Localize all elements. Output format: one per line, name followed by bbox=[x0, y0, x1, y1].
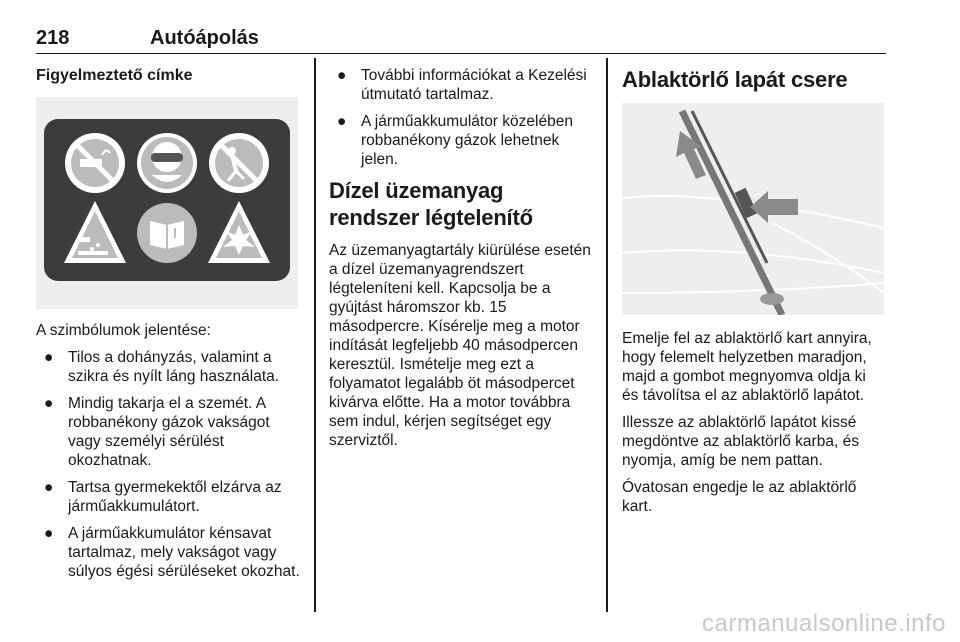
diesel-bleeding-body: Az üzemanyagtartály kiürülése esetén a dízel üzemanyagrendszert légteleníteni kell. Kapcsolja be a gyújtást háromszor kb. 15 másodpercre. Kísérelje meg a motor indítását legfeljebb 40 másodpercen keresztül. Ismételje meg ezt a folyamatot legalább öt másodpercet kivárva előtte. Ha a motor továbbra sem indul, kérjen segítséget egy szerviztől. bbox=[329, 242, 591, 449]
wiper-blade-figure bbox=[622, 103, 884, 315]
page-number: 218 bbox=[36, 27, 70, 49]
column-1 bbox=[36, 62, 301, 589]
page-header bbox=[36, 24, 886, 54]
section-title: Autóápolás bbox=[150, 27, 259, 49]
bullet-icon: ● bbox=[337, 67, 347, 84]
battery-info-list bbox=[329, 66, 595, 169]
warning-label-heading: Figyelmeztető címke bbox=[36, 67, 193, 84]
no-smoking-icon bbox=[65, 133, 125, 193]
bullet-icon: ● bbox=[44, 395, 54, 412]
symbols-intro: A szimbólumok jelentése: bbox=[36, 322, 211, 339]
list-item-text: További információkat a Kezelési útmutató tartalmaz. bbox=[361, 67, 587, 103]
list-item-text: A járműakkumulátor kénsavat tartalmaz, mely vakságot vagy súlyos égési sérüléseket okozhat. bbox=[68, 525, 300, 580]
bullet-icon: ● bbox=[337, 113, 347, 130]
column-divider-2 bbox=[606, 58, 608, 612]
list-item bbox=[329, 112, 595, 169]
list-item bbox=[36, 348, 301, 386]
keep-children-away-icon bbox=[209, 133, 269, 193]
symbol-meanings-list bbox=[36, 348, 301, 581]
wiper-step-2: Illessze az ablaktörlő lapátot kissé megdöntve az ablaktörlő karba, és nyomja, amíg be nem pattan. bbox=[622, 414, 859, 469]
diesel-bleeding-heading: Dízel üzemanyag rendszer légtelenítő bbox=[329, 178, 533, 230]
list-item bbox=[329, 66, 595, 104]
list-item-text: Tilos a dohányzás, valamint a szikra és nyílt láng használata. bbox=[68, 349, 280, 385]
column-2 bbox=[329, 62, 595, 458]
read-manual-icon bbox=[137, 203, 197, 263]
list-item bbox=[36, 478, 301, 516]
bullet-icon: ● bbox=[44, 349, 54, 366]
list-item bbox=[36, 524, 301, 581]
bullet-icon: ● bbox=[44, 525, 54, 542]
column-divider-1 bbox=[314, 58, 316, 612]
wiper-blade-heading: Ablaktörlő lapát csere bbox=[622, 67, 848, 92]
list-item-text: A járműakkumulátor közelében robbanékony gázok lehetnek jelen. bbox=[361, 113, 573, 168]
eye-protection-icon bbox=[137, 133, 197, 193]
list-item bbox=[36, 394, 301, 470]
warning-label-figure bbox=[36, 97, 298, 309]
wiper-step-1: Emelje fel az ablaktörlő kart annyira, hogy felemelt helyzetben maradjon, majd a gombot megnyomva oldja ki és távolítsa el az ablaktörlő lapátot. bbox=[622, 330, 872, 404]
watermark: carmanualsonline.info bbox=[702, 610, 946, 637]
column-3 bbox=[622, 62, 886, 524]
bullet-icon: ● bbox=[44, 479, 54, 496]
list-item-text: Mindig takarja el a szemét. A robbanékony gázok vakságot vagy személyi sérülést okozhatnak. bbox=[68, 395, 270, 469]
list-item-text: Tartsa gyermekektől elzárva az járműakkumulátort. bbox=[68, 479, 282, 515]
wiper-step-3: Óvatosan engedje le az ablaktörlő kart. bbox=[622, 479, 857, 515]
